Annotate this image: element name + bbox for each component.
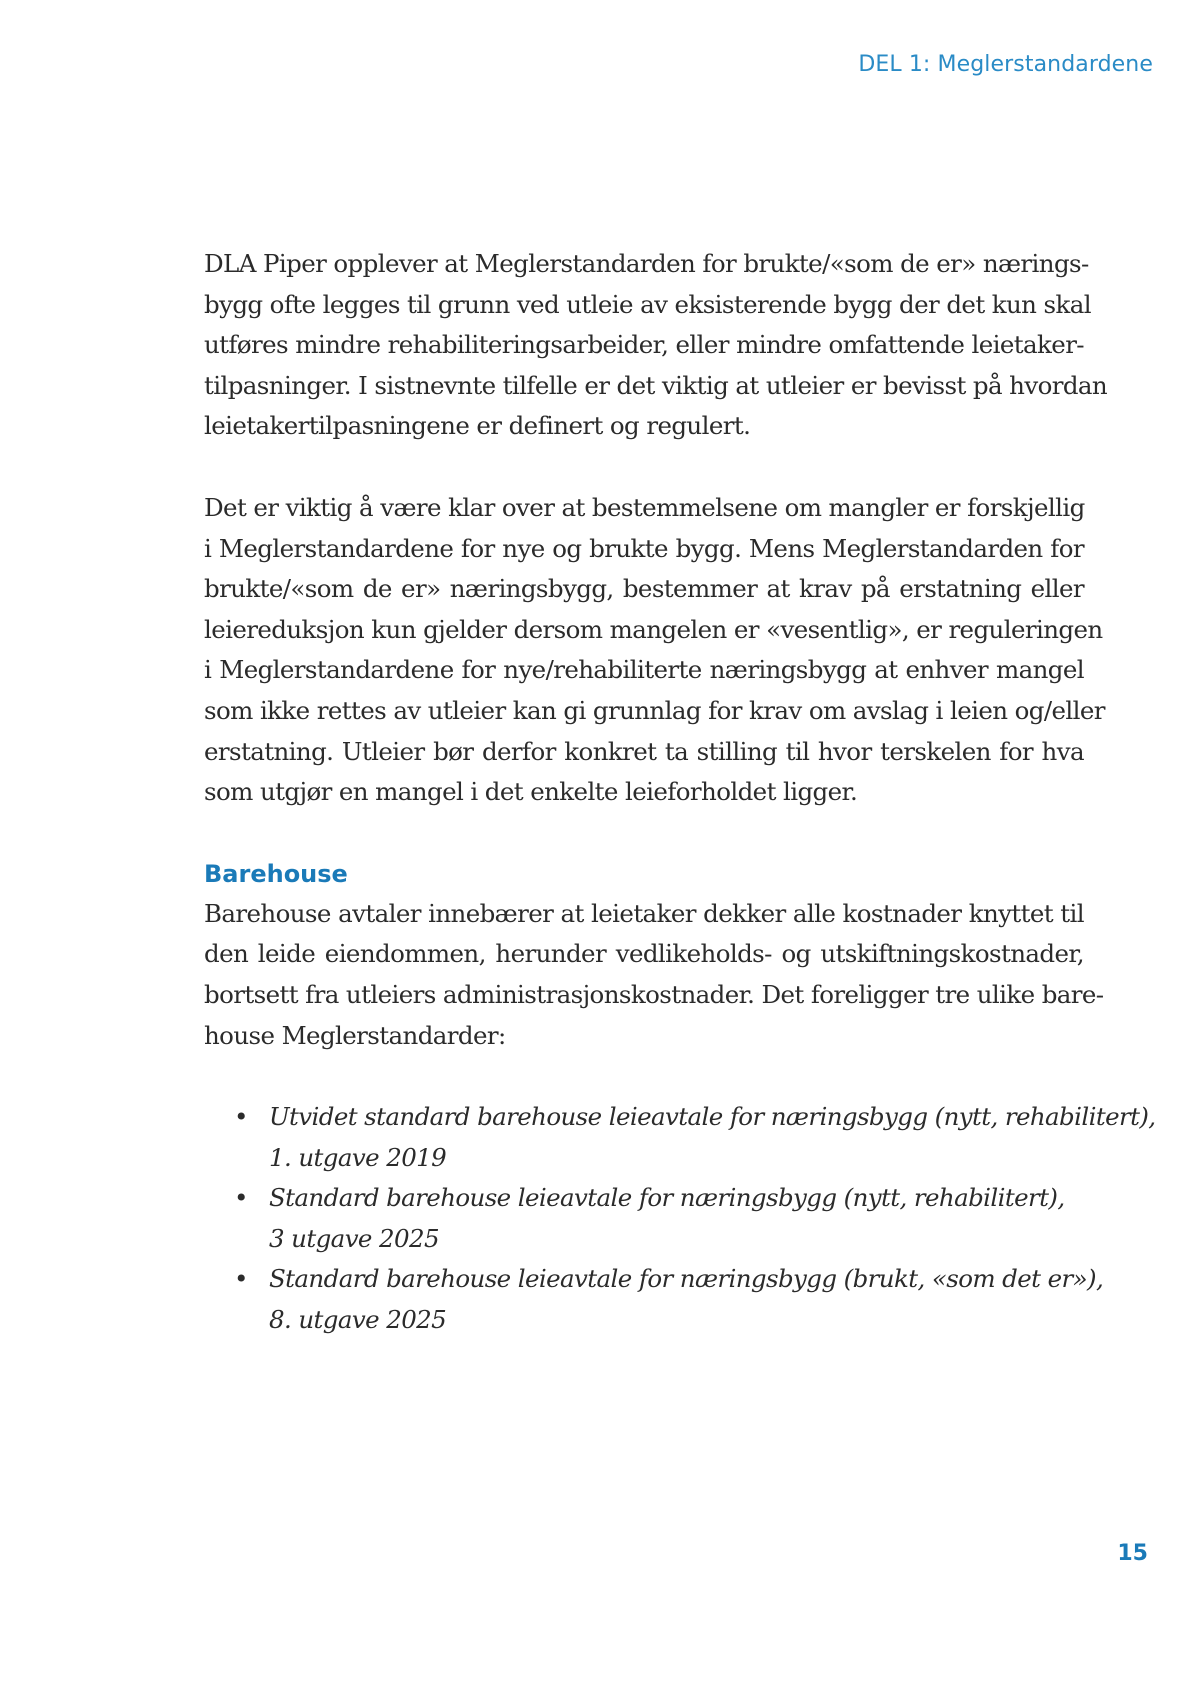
running-header: DEL 1: Meglerstandardene (858, 52, 1153, 77)
bullet-icon: • (234, 1102, 248, 1132)
list-item (204, 1259, 1104, 1340)
paragraph-line: tilpasninger. I sistnevnte tilfelle er det viktig at utleier er bevisst på hvordan (204, 370, 1108, 400)
paragraph-line: leiereduksjon kun gjelder dersom mangelen er «vesentlig», er reguleringen (204, 614, 1103, 644)
paragraph-line: den leide eiendommen, herunder vedlikeholds- og utskiftningskostnader, (204, 939, 1084, 969)
page-number: 15 (1117, 1541, 1148, 1566)
bullet-icon: • (234, 1264, 248, 1294)
list-item (204, 1178, 1084, 1259)
paragraph-defects (204, 488, 1105, 813)
list-item (204, 1097, 1156, 1178)
paragraph-intro (204, 244, 1108, 447)
list-item-line: Standard barehouse leieavtale for næringsbygg (brukt, «som det er»), (269, 1264, 1104, 1294)
list-item-line: 8. utgave 2025 (269, 1305, 447, 1335)
paragraph-line: leietakertilpasningene er definert og regulert. (204, 411, 751, 441)
page-content (204, 244, 1156, 1341)
standards-list (204, 1097, 1156, 1341)
list-item-line: 3 utgave 2025 (269, 1223, 439, 1253)
paragraph-line: bygg ofte legges til grunn ved utleie av eksisterende bygg der det kun skal (204, 289, 1092, 319)
list-item-line: Standard barehouse leieavtale for næringsbygg (nytt, rehabilitert), (269, 1183, 1065, 1213)
paragraph-line: bortsett fra utleiers administrasjonskostnader. Det foreligger tre ulike bare- (204, 979, 1104, 1009)
paragraph-line: som utgjør en mangel i det enkelte leieforholdet ligger. (204, 777, 858, 807)
paragraph-barehouse (204, 894, 1104, 1056)
paragraph-line: erstatning. Utleier bør derfor konkret ta stilling til hvor terskelen for hva (204, 736, 1084, 766)
paragraph-line: brukte/«som de er» næringsbygg, bestemmer at krav på erstatning eller (204, 574, 1084, 604)
paragraph-line: Barehouse avtaler innebærer at leietaker dekker alle kostnader knyttet til (204, 898, 1084, 928)
paragraph-line: DLA Piper opplever at Meglerstandarden for brukte/«som de er» nærings- (204, 249, 1089, 278)
paragraph-line: utføres mindre rehabiliteringsarbeider, eller mindre omfattende leietaker- (204, 330, 1084, 360)
section-heading: Barehouse (204, 859, 348, 888)
paragraph-line: Det er viktig å være klar over at bestemmelsene om mangler er forskjellig (204, 492, 1085, 522)
bullet-icon: • (234, 1183, 248, 1213)
paragraph-line: house Meglerstandarder: (204, 1020, 506, 1050)
paragraph-line: i Meglerstandardene for nye og brukte bygg. Mens Meglerstandarden for (204, 533, 1084, 563)
list-item-line: Utvidet standard barehouse leieavtale for næringsbygg (nytt, rehabilitert), (269, 1102, 1156, 1132)
paragraph-line: som ikke rettes av utleier kan gi grunnlag for krav om avslag i leien og/eller (204, 695, 1105, 725)
list-item-line: 1. utgave 2019 (269, 1142, 447, 1172)
paragraph-line: i Meglerstandardene for nye/rehabiliterte næringsbygg at enhver mangel (204, 655, 1084, 685)
